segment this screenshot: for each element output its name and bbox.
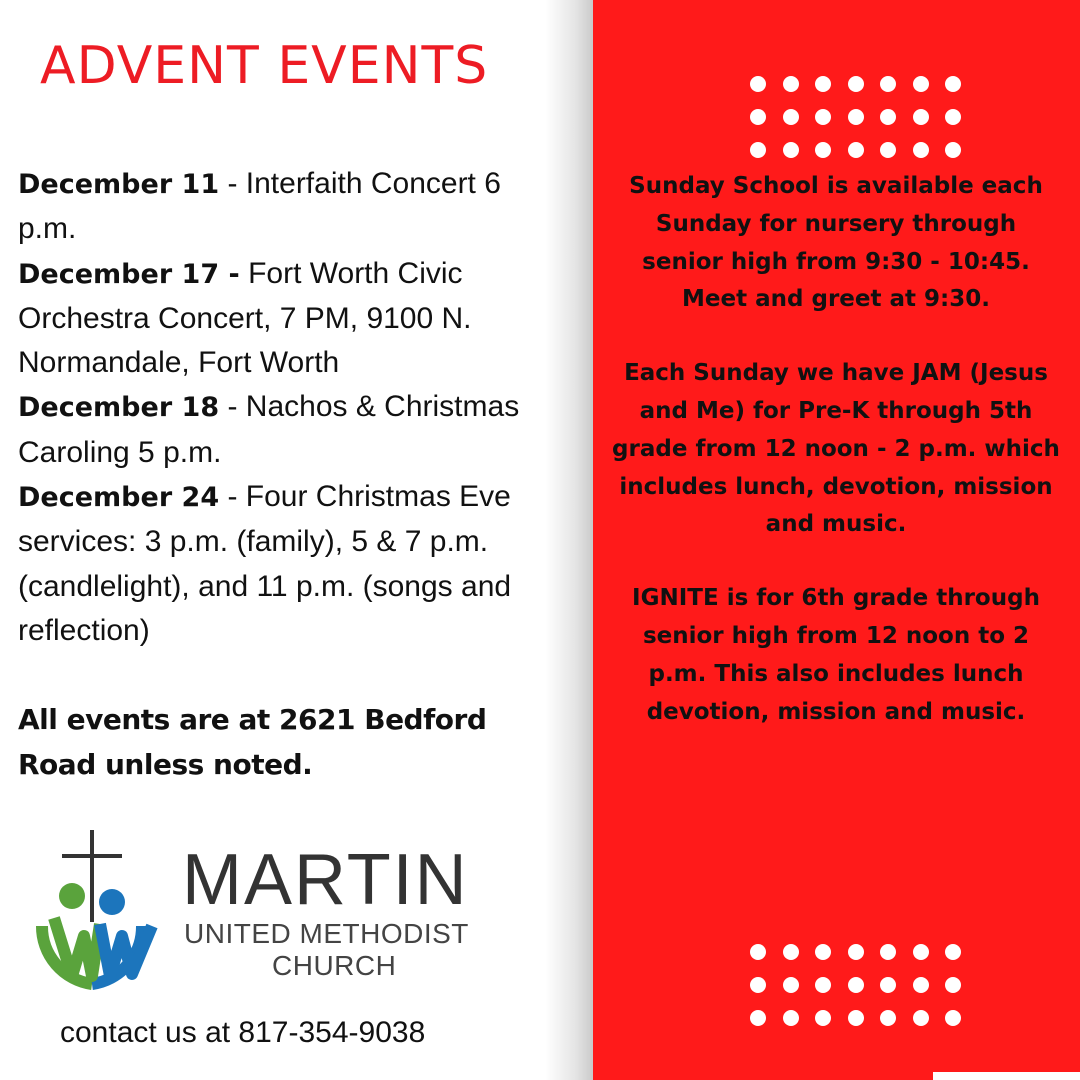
event-date: December 18: [18, 392, 220, 424]
program-paragraph: Sunday School is available each Sunday for nursery through senior high from 9:30 - 10:45. Meet and greet at 9:30.: [629, 173, 1043, 313]
event-item: [18, 385, 548, 475]
dot: [783, 944, 799, 960]
dot-grid-icon: [750, 76, 970, 166]
dot: [815, 977, 831, 993]
dot: [945, 76, 961, 92]
spacer: [612, 544, 1060, 580]
dot: [815, 109, 831, 125]
dot: [913, 76, 929, 92]
event-separator: [240, 257, 248, 290]
right-panel-strip: [593, 1072, 933, 1080]
dot: [880, 142, 896, 158]
dot: [880, 1010, 896, 1026]
spacer: [612, 319, 1060, 355]
dot: [783, 977, 799, 993]
dot: [848, 109, 864, 125]
panel-shadow: [545, 0, 595, 1080]
event-text: Interfaith Concert 6 p.m.: [18, 167, 501, 246]
dot: [750, 1010, 766, 1026]
spacer: [18, 653, 548, 697]
event-separator: -: [219, 390, 246, 424]
dot: [750, 142, 766, 158]
event-separator: -: [219, 480, 246, 514]
dot: [783, 1010, 799, 1026]
event-text: Four Christmas Eve services: 3 p.m. (family), 5 & 7 p.m. (candlelight), and 11 p.m. (songs and reflection): [18, 480, 512, 647]
dot: [848, 944, 864, 960]
dot-grid-icon: [750, 944, 970, 1034]
people-icon: [42, 883, 152, 984]
dot: [750, 977, 766, 993]
events-list: [18, 162, 548, 787]
dot: [750, 76, 766, 92]
event-date: December 24: [18, 482, 220, 514]
event-item: [18, 475, 548, 653]
dot: [783, 76, 799, 92]
program-paragraph: IGNITE is for 6th grade through senior high from 12 noon to 2 p.m. This also includes lunch devotion, mission and music.: [632, 585, 1040, 725]
program-paragraph: Each Sunday we have JAM (Jesus and Me) for Pre-K through 5th grade from 12 noon - 2 p.m. which includes lunch, devotion, mission and music.: [612, 360, 1060, 538]
logo-subtitle: UNITED METHODIST: [184, 918, 469, 949]
dot: [750, 109, 766, 125]
event-date: December 11: [18, 169, 220, 200]
dot: [880, 977, 896, 993]
dot: [913, 1010, 929, 1026]
dot: [945, 109, 961, 125]
dot: [880, 944, 896, 960]
programs-info: [612, 168, 1060, 731]
dot: [880, 109, 896, 125]
dot: [750, 944, 766, 960]
dot: [848, 76, 864, 92]
event-text: Fort Worth Civic Orchestra Concert, 7 PM, 9100 N. Normandale, Fort Worth: [18, 256, 472, 380]
dot: [815, 1010, 831, 1026]
dot: [913, 944, 929, 960]
dot: [815, 76, 831, 92]
dot: [880, 76, 896, 92]
event-separator: -: [219, 167, 246, 200]
event-item: [18, 162, 548, 252]
dot: [945, 1010, 961, 1026]
dot: [848, 977, 864, 993]
dot: [783, 109, 799, 125]
dot: [783, 142, 799, 158]
logo-subtitle-2: CHURCH: [272, 950, 397, 981]
event-item: [18, 252, 548, 386]
location-note: All events are at 2621 Bedford Road unless noted.: [18, 703, 487, 782]
logo-name: MARTIN: [182, 840, 469, 920]
dot: [848, 1010, 864, 1026]
dot: [945, 977, 961, 993]
event-text: Nachos & Christmas Caroling 5 p.m.: [18, 390, 520, 469]
dot: [945, 142, 961, 158]
contact-info: contact us at 817-354-9038: [60, 1016, 426, 1049]
dot: [913, 109, 929, 125]
dot: [913, 142, 929, 158]
dot: [913, 977, 929, 993]
page-title: ADVENT EVENTS: [40, 36, 489, 96]
dot: [815, 944, 831, 960]
dot: [815, 142, 831, 158]
event-date: December 17 -: [18, 258, 240, 290]
dot: [848, 142, 864, 158]
dot: [945, 944, 961, 960]
